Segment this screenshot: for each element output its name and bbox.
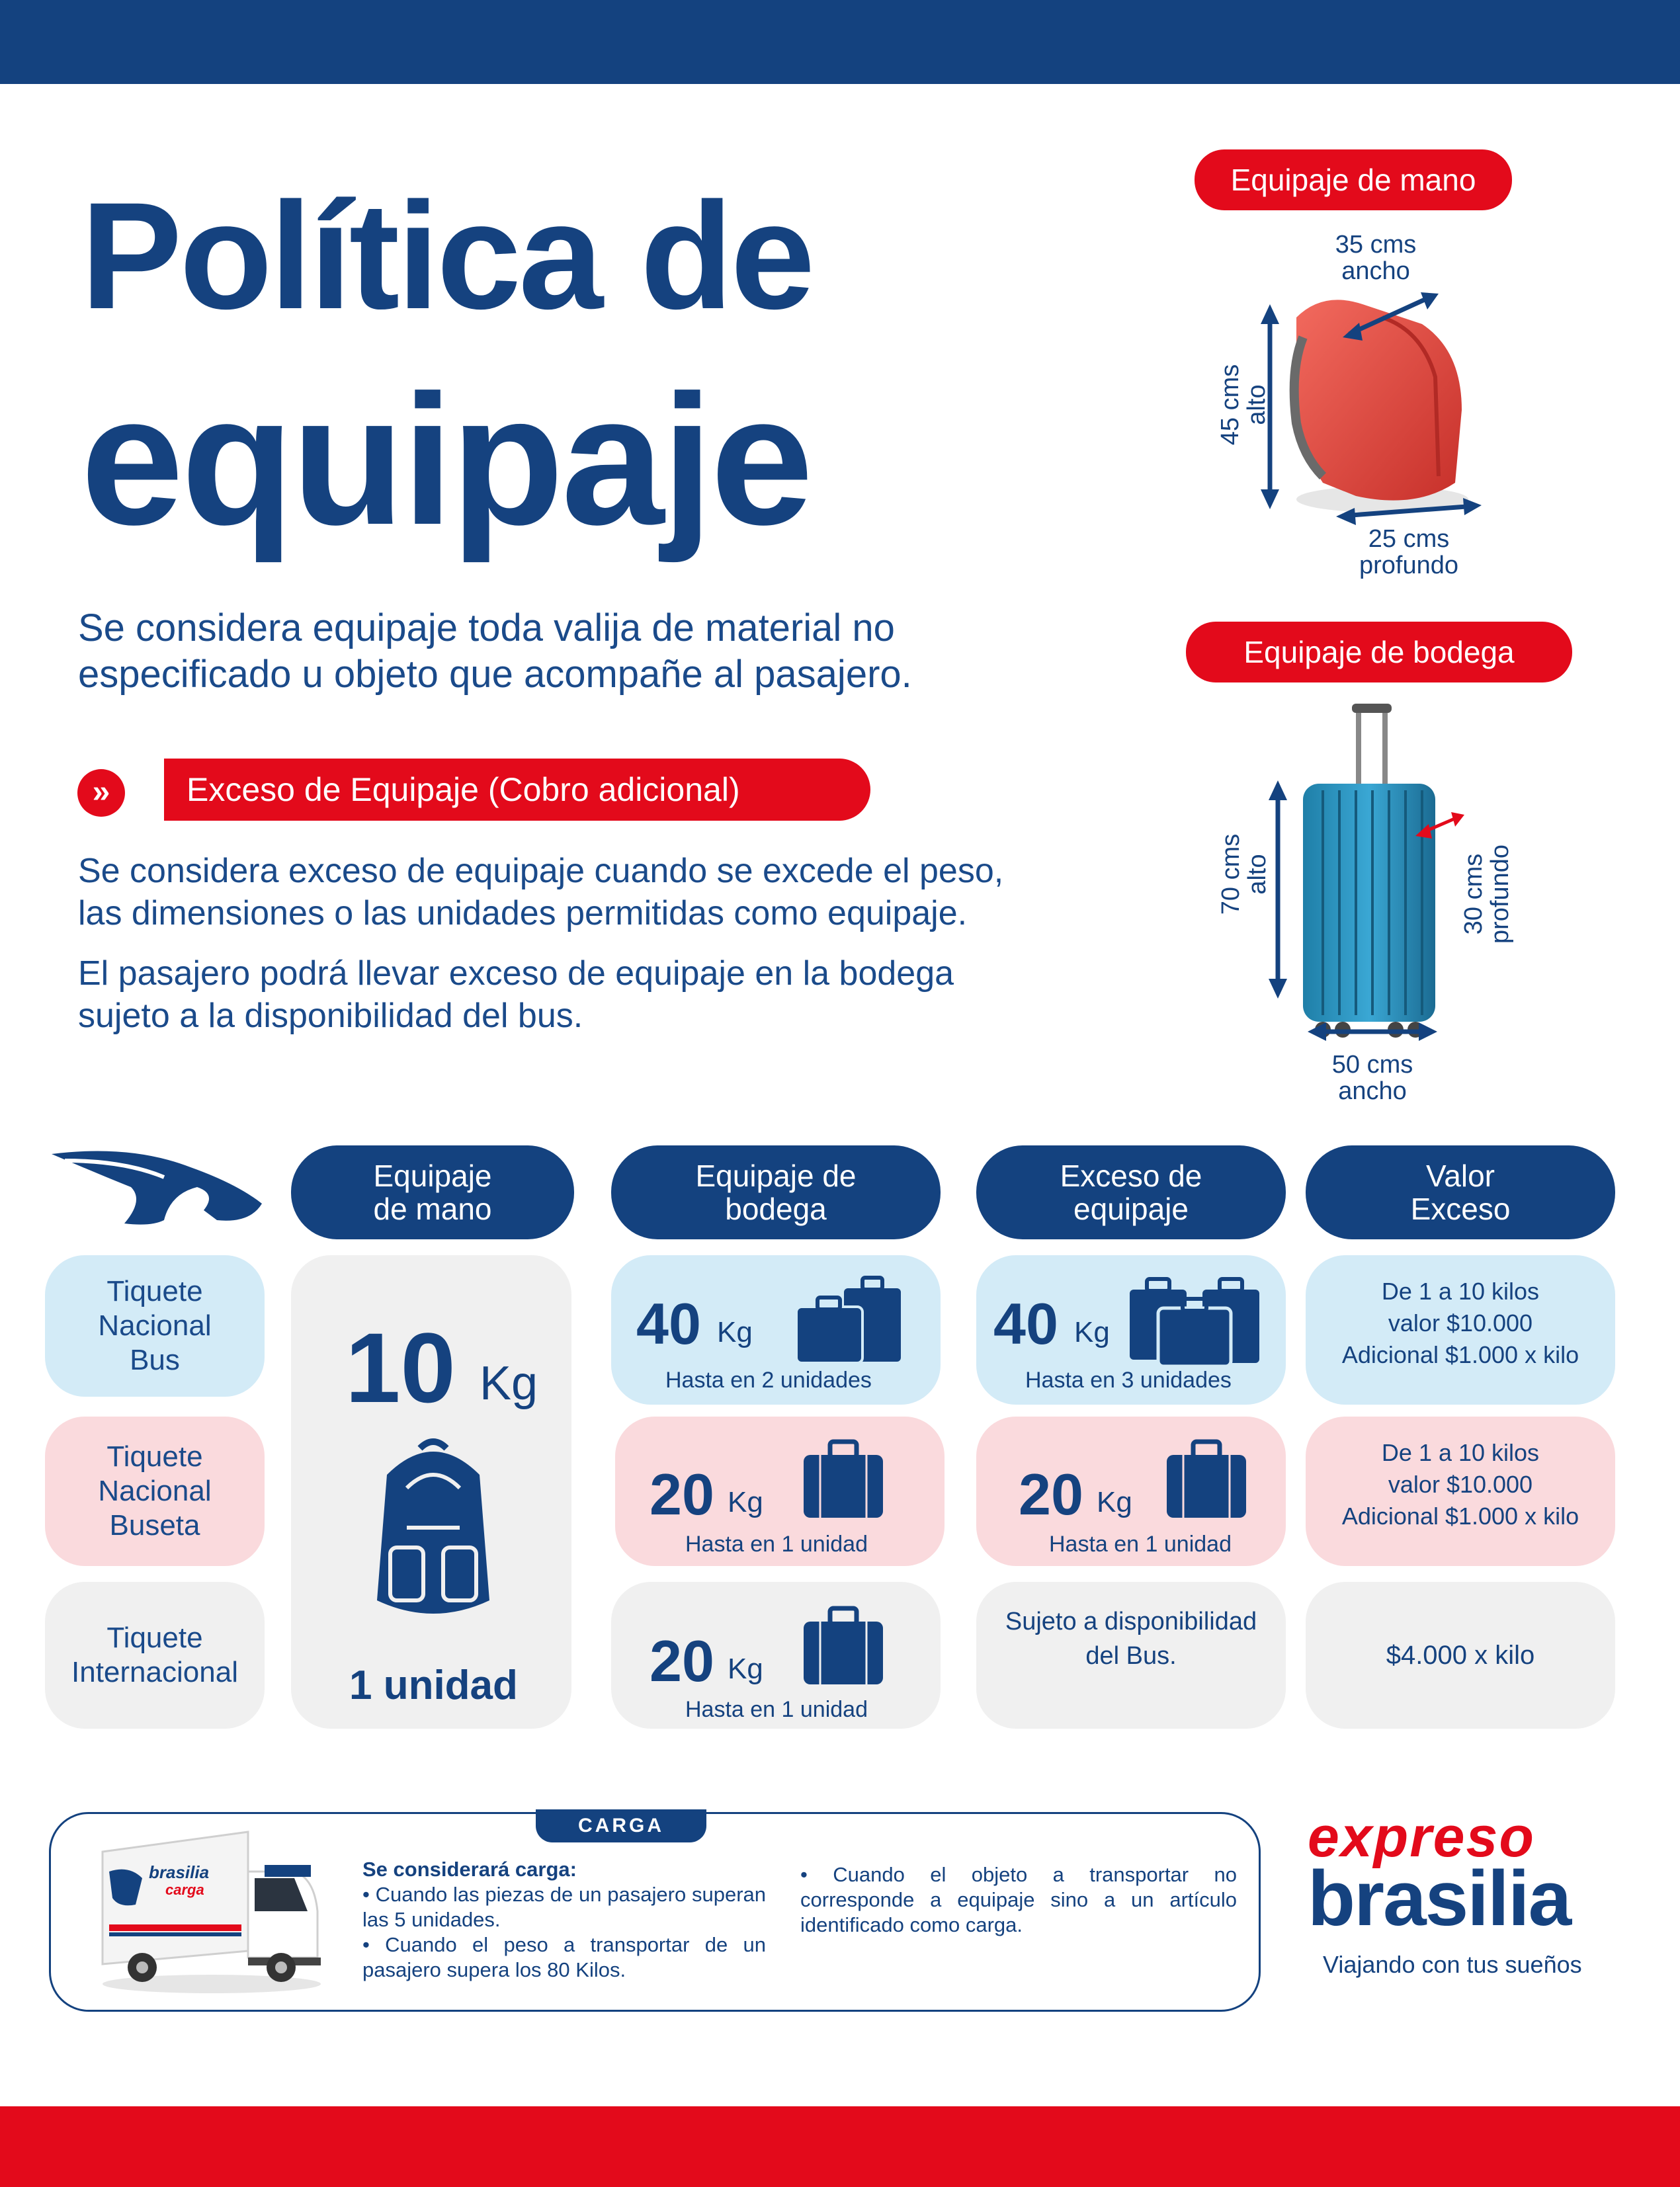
truck-carga-text: carga <box>165 1881 204 1898</box>
carga-tag: CARGA <box>536 1809 706 1842</box>
hand-width-dimension <box>1313 231 1439 284</box>
intro-line2: especificado u objeto que acompañe al pasajero. <box>78 653 912 696</box>
excess-buseta-cell <box>976 1417 1286 1566</box>
suitcase-icon <box>797 1602 890 1688</box>
value-buseta-cell <box>1306 1417 1615 1566</box>
hold-width-value: 50 cms <box>1331 1051 1413 1079</box>
excess-paragraph-1 <box>78 850 1123 934</box>
hold-bus-unit: Kg <box>717 1316 753 1348</box>
header-hold-line2: bodega <box>725 1192 827 1226</box>
excess-intl-line1: Sujeto a disponibilidad <box>1005 1608 1257 1635</box>
hold-buseta-amount: 20 <box>650 1462 714 1527</box>
header-excess-luggage <box>976 1145 1286 1239</box>
intro-line1: Se considera equipaje toda valija de material no <box>78 606 895 649</box>
carga-heading: Se considerará carga: <box>362 1858 577 1881</box>
carga-text-right <box>800 1862 1237 1938</box>
hold-buseta-cell <box>615 1417 945 1566</box>
value-buseta-line1: De 1 a 10 kilos <box>1381 1439 1540 1466</box>
hold-buseta-sub: Hasta en 1 unidad <box>685 1532 868 1557</box>
cargo-truck-icon <box>96 1825 327 1997</box>
carga-item-2: • Cuando el peso a transportar de un pasajero supera los 80 Kilos. <box>362 1933 766 1981</box>
hold-width-arrow-icon <box>1306 1018 1439 1045</box>
two-suitcases-icon <box>790 1267 909 1366</box>
double-chevron-icon: » <box>77 769 125 817</box>
header-hand-line2: de mano <box>373 1192 492 1226</box>
excess-buseta-amount: 20 <box>1019 1462 1083 1527</box>
hold-depth-label: profundo <box>1486 845 1514 944</box>
row-buseta-line2: Nacional <box>98 1475 212 1507</box>
row-bus-line2: Nacional <box>98 1309 212 1342</box>
row-bus-line3: Bus <box>130 1344 180 1376</box>
hold-intl-amount: 20 <box>650 1628 714 1694</box>
header-hold-line1: Equipaje de <box>695 1159 857 1193</box>
backpack-icon <box>360 1435 506 1627</box>
header-excess-value <box>1306 1145 1615 1239</box>
eagle-logo-icon <box>52 1147 263 1227</box>
excess-buseta-unit: Kg <box>1097 1486 1132 1518</box>
brand-logo-expreso: expreso <box>1308 1805 1535 1869</box>
row-intl-line1: Tiquete <box>106 1622 203 1654</box>
truck-brand-text: brasilia <box>149 1862 210 1882</box>
row-label-international <box>45 1582 265 1729</box>
excess-p2-line1: El pasajero podrá llevar exceso de equipaje en la bodega <box>78 954 954 993</box>
blue-suitcase-icon <box>1263 701 1468 1045</box>
value-bus-cell <box>1306 1255 1615 1405</box>
header-value-line2: Exceso <box>1410 1192 1511 1226</box>
excess-p1-line1: Se considera exceso de equipaje cuando se excede el peso, <box>78 852 1004 890</box>
row-buseta-line1: Tiquete <box>106 1440 203 1473</box>
hold-width-label: ancho <box>1338 1077 1407 1105</box>
excess-p1-line2: las dimensiones o las unidades permitidas como equipaje. <box>78 894 968 932</box>
suitcase-icon <box>797 1435 890 1521</box>
excess-bus-unit: Kg <box>1074 1316 1110 1348</box>
hand-depth-label: profundo <box>1359 552 1458 579</box>
hand-height-label: alto <box>1243 384 1271 425</box>
hold-intl-cell <box>611 1582 941 1729</box>
red-backpack-icon <box>1250 278 1488 542</box>
excess-intl-cell <box>976 1582 1286 1729</box>
carga-item-1: • Cuando las piezas de un pasajero superan las 5 unidades. <box>362 1883 766 1931</box>
intro-text <box>78 605 1110 698</box>
suitcase-icon <box>1160 1435 1253 1521</box>
excess-buseta-sub: Hasta en 1 unidad <box>1049 1532 1232 1557</box>
brand-logo-brasilia: brasilia <box>1308 1855 1571 1942</box>
header-hand-line1: Equipaje <box>373 1159 492 1193</box>
value-intl-line1: $4.000 x kilo <box>1386 1641 1535 1670</box>
hand-luggage-label: Equipaje de mano <box>1195 149 1512 210</box>
hand-kg-amount: 10 <box>345 1312 456 1423</box>
value-bus-line2: valor $10.000 <box>1388 1309 1533 1337</box>
hold-bus-amount: 40 <box>636 1291 701 1356</box>
hold-width-dimension <box>1310 1052 1435 1104</box>
hand-width-value: 35 cms <box>1335 231 1417 259</box>
row-bus-line1: Tiquete <box>106 1275 203 1307</box>
header-hand-luggage <box>291 1145 574 1239</box>
hold-bus-cell <box>611 1255 941 1405</box>
value-bus-line1: De 1 a 10 kilos <box>1381 1278 1540 1305</box>
excess-bus-amount: 40 <box>993 1291 1058 1356</box>
header-excess-line2: equipaje <box>1073 1192 1189 1226</box>
hold-intl-unit: Kg <box>728 1653 763 1685</box>
hand-height-value: 45 cms <box>1216 364 1244 446</box>
page-title-line2: equipaje <box>81 357 811 563</box>
hold-buseta-unit: Kg <box>728 1486 763 1518</box>
hold-height-label: alto <box>1243 854 1271 895</box>
excess-p2-line2: sujeto a la disponibilidad del bus. <box>78 997 583 1035</box>
carga-text-left <box>362 1857 766 1983</box>
brand-slogan: Viajando con tus sueños <box>1323 1951 1582 1978</box>
header-excess-line1: Exceso de <box>1060 1159 1202 1193</box>
hold-bus-sub: Hasta en 2 unidades <box>665 1368 872 1393</box>
value-buseta-line2: valor $10.000 <box>1388 1471 1533 1498</box>
header-value-line1: Valor <box>1426 1159 1495 1193</box>
hand-units: 1 unidad <box>349 1663 518 1708</box>
page-title-line1: Política de <box>81 171 813 341</box>
three-suitcases-icon <box>1122 1268 1267 1368</box>
hold-height-dimension <box>1218 811 1273 937</box>
hold-depth-dimension <box>1460 821 1516 967</box>
hold-height-value: 70 cms <box>1217 833 1245 915</box>
hold-depth-value: 30 cms <box>1460 853 1488 935</box>
value-bus-line3: Adicional $1.000 x kilo <box>1341 1341 1579 1368</box>
excess-bus-sub: Hasta en 3 unidades <box>1025 1368 1232 1393</box>
carga-item-3: • Cuando el objeto a transportar no corresponde a equipaje sino a un artículo identificado como carga. <box>800 1863 1237 1936</box>
excess-bus-cell <box>976 1255 1286 1405</box>
excess-heading: Exceso de Equipaje (Cobro adicional) <box>164 759 870 821</box>
header-hold-luggage <box>611 1145 941 1239</box>
row-label-national-bus <box>45 1255 265 1397</box>
row-label-national-buseta <box>45 1417 265 1566</box>
hand-depth-value: 25 cms <box>1368 525 1450 553</box>
excess-paragraph-2 <box>78 952 1123 1037</box>
top-bar <box>0 0 1680 84</box>
hand-width-label: ancho <box>1341 257 1410 285</box>
value-buseta-line3: Adicional $1.000 x kilo <box>1341 1503 1579 1530</box>
hold-luggage-label: Equipaje de bodega <box>1186 622 1572 682</box>
hand-kg-unit: Kg <box>480 1357 538 1410</box>
excess-intl-line2: del Bus. <box>1085 1642 1177 1670</box>
bottom-bar <box>0 2106 1680 2187</box>
row-intl-line2: Internacional <box>71 1656 238 1688</box>
hand-luggage-allowance-cell <box>291 1255 571 1729</box>
row-buseta-line3: Buseta <box>109 1509 200 1542</box>
hold-intl-sub: Hasta en 1 unidad <box>685 1697 868 1722</box>
value-intl-cell <box>1306 1582 1615 1729</box>
